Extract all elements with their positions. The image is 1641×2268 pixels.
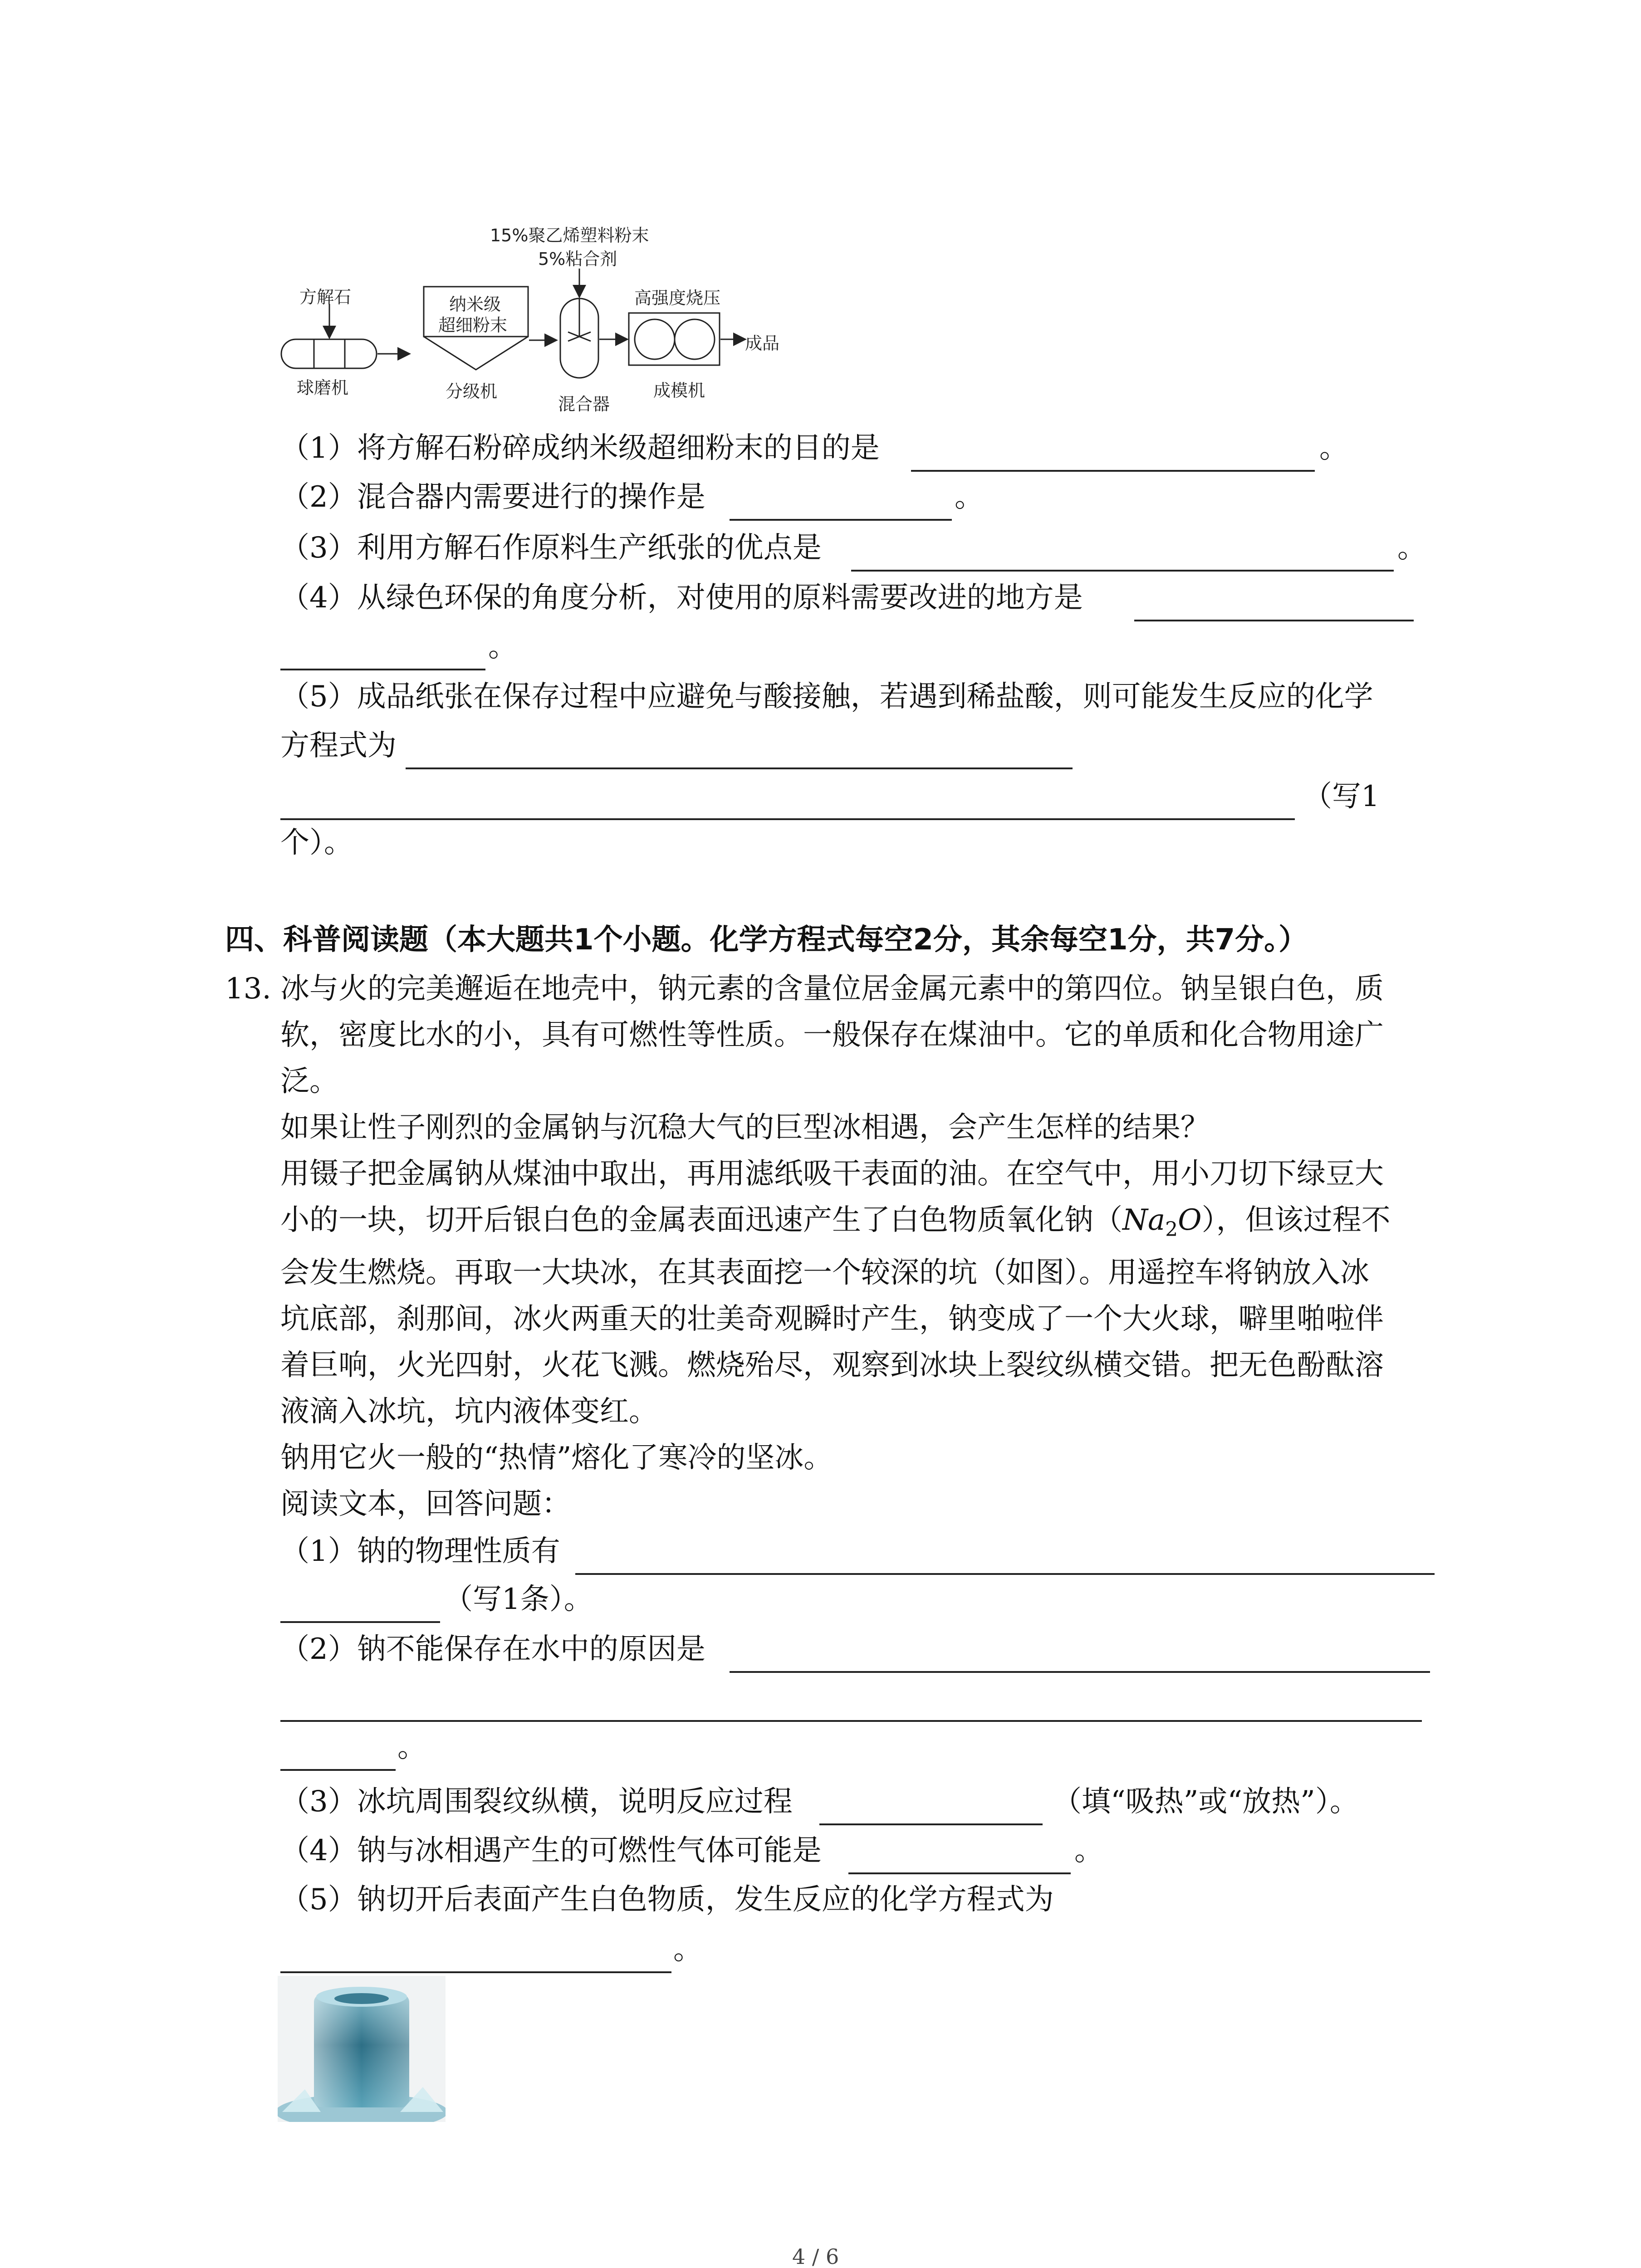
ball-mill-label: 球磨机 <box>297 378 349 398</box>
q13-line-6-b: ），但该过程不 <box>1201 1203 1391 1237</box>
q13-line-6 <box>280 1202 1391 1248</box>
q13-sub1-text-b: （写1条）。 <box>444 1583 593 1616</box>
formula-na: Na <box>1122 1203 1166 1237</box>
q13-line-8: 坑底部，刹那间，冰火两重天的壮美奇观瞬时产生，钠变成了一个大火球，噼里啪啦伴 <box>280 1302 1384 1336</box>
additive-label-1: 15%聚乙烯塑料粉末 <box>490 225 649 245</box>
q12-part5-text-d: 个）。 <box>280 826 353 860</box>
q13-sub2-end: 。 <box>397 1730 426 1764</box>
classifier-label: 分级机 <box>446 381 498 401</box>
q13-line-10: 液滴入冰坑，坑内液体变红。 <box>280 1395 658 1428</box>
molding-label: 成模机 <box>653 381 705 401</box>
q13-sub3-blank[interactable] <box>819 1823 1043 1825</box>
q13-sub2-blank-a[interactable] <box>730 1671 1430 1673</box>
q13-number: 13. <box>225 972 271 1006</box>
formula-sub: 2 <box>1165 1217 1178 1241</box>
process-diagram-svg <box>272 218 798 426</box>
section-heading: 四、科普阅读题（本大题共1个小题。化学方程式每空2分，其余每空1分，共7分。） <box>225 923 1308 957</box>
process-diagram <box>272 218 798 426</box>
raw-material-label: 方解石 <box>299 287 352 307</box>
q12-part2-blank[interactable] <box>730 519 952 521</box>
q13-sub5-text: （5）钠切开后表面产生白色物质，发生反应的化学方程式为 <box>280 1883 1054 1916</box>
q13-sub1-text: （1）钠的物理性质有 <box>280 1535 560 1568</box>
q13-sub5-end: 。 <box>673 1933 702 1966</box>
q13-line-12: 阅读文本，回答问题： <box>280 1487 571 1521</box>
q12-part4-blank-b[interactable] <box>280 669 485 670</box>
additive-label-2: 5%粘合剂 <box>538 249 617 269</box>
q12-part1-end: 。 <box>1319 431 1348 465</box>
ice-block-svg <box>278 1976 446 2122</box>
q12-part2-end: 。 <box>955 480 984 514</box>
q12-part5-text-a: （5）成品纸张在保存过程中应避免与酸接触，若遇到稀盐酸，则可能发生反应的化学 <box>280 680 1373 714</box>
q13-sub2-text: （2）钠不能保存在水中的原因是 <box>280 1633 705 1666</box>
q12-part5-text-c: （写1 <box>1303 780 1380 813</box>
q13-line-1: 冰与火的完美邂逅在地壳中，钠元素的含量位居金属元素中的第四位。钠呈银白色，质 <box>280 972 1384 1006</box>
q13-sub4-end: 。 <box>1074 1834 1103 1867</box>
q12-part2-text: （2）混合器内需要进行的操作是 <box>280 480 705 514</box>
classifier-box-text-2: 超细粉末 <box>438 315 508 335</box>
ice-block-image <box>278 1976 446 2122</box>
q13-sub1-blank-b[interactable] <box>280 1621 440 1623</box>
ball-mill-icon <box>281 339 377 368</box>
q13-line-7: 会发生燃烧。再取一大块冰，在其表面挖一个较深的坑（如图）。用遥控车将钠放入冰 <box>280 1256 1369 1290</box>
press-label: 高强度烧压 <box>634 288 721 308</box>
mixer-icon <box>560 298 598 378</box>
q13-sub4-text: （4）钠与冰相遇产生的可燃性气体可能是 <box>280 1834 822 1867</box>
q13-line-2: 软，密度比水的小，具有可燃性等性质。一般保存在煤油中。它的单质和化合物用途广 <box>280 1018 1384 1052</box>
classifier-box-text-1: 纳米级 <box>449 294 501 314</box>
q13-line-5: 用镊子把金属钠从煤油中取出，再用滤纸吸干表面的油。在空气中，用小刀切下绿豆大 <box>280 1157 1384 1191</box>
product-label: 成品 <box>745 333 780 353</box>
mixer-label: 混合器 <box>558 394 610 414</box>
q12-part3-text: （3）利用方解石作原料生产纸张的优点是 <box>280 531 822 565</box>
molding-machine-icon <box>629 313 720 365</box>
q12-part3-end: 。 <box>1397 531 1426 565</box>
q12-part5-text-b: 方程式为 <box>280 729 397 763</box>
q13-sub4-blank[interactable] <box>848 1872 1071 1874</box>
q13-line-6-a: 小的一块，切开后银白色的金属表面迅速产生了白色物质氧化钠（ <box>280 1203 1122 1237</box>
q13-line-3: 泛。 <box>280 1065 338 1098</box>
q12-part4-end: 。 <box>488 630 517 664</box>
q12-part5-blank-a[interactable] <box>406 767 1073 769</box>
q13-sub3-text: （3）冰坑周围裂纹纵横，说明反应过程 <box>280 1785 793 1818</box>
q12-part5-blank-b[interactable] <box>280 818 1295 820</box>
q12-part1-blank[interactable] <box>911 470 1315 472</box>
q13-sub5-blank[interactable] <box>280 1971 671 1973</box>
q12-part3-blank[interactable] <box>851 570 1394 572</box>
formula-o: O <box>1178 1203 1202 1237</box>
q12-part1-text: （1）将方解石粉碎成纳米级超细粉末的目的是 <box>280 431 880 465</box>
q13-line-4: 如果让性子刚烈的金属钠与沉稳大气的巨型冰相遇，会产生怎样的结果？ <box>280 1111 1210 1144</box>
q12-part4-blank-a[interactable] <box>1134 620 1414 621</box>
q12-part4-text: （4）从绿色环保的角度分析，对使用的原料需要改进的地方是 <box>280 581 1083 615</box>
q13-line-11: 钠用它火一般的“热情”熔化了寒冷的坚冰。 <box>280 1441 833 1475</box>
page-number: 4 / 6 <box>792 2244 839 2268</box>
q13-line-9: 着巨响，火光四射，火花飞溅。燃烧殆尽，观察到冰块上裂纹纵横交错。把无色酚酞溶 <box>280 1349 1384 1382</box>
q13-sub3-text-b: （填“吸热”或“放热”）。 <box>1053 1785 1359 1818</box>
q13-sub2-blank-c[interactable] <box>280 1769 396 1771</box>
q13-sub1-blank-a[interactable] <box>575 1573 1435 1575</box>
q13-sub2-blank-b[interactable] <box>280 1720 1422 1722</box>
